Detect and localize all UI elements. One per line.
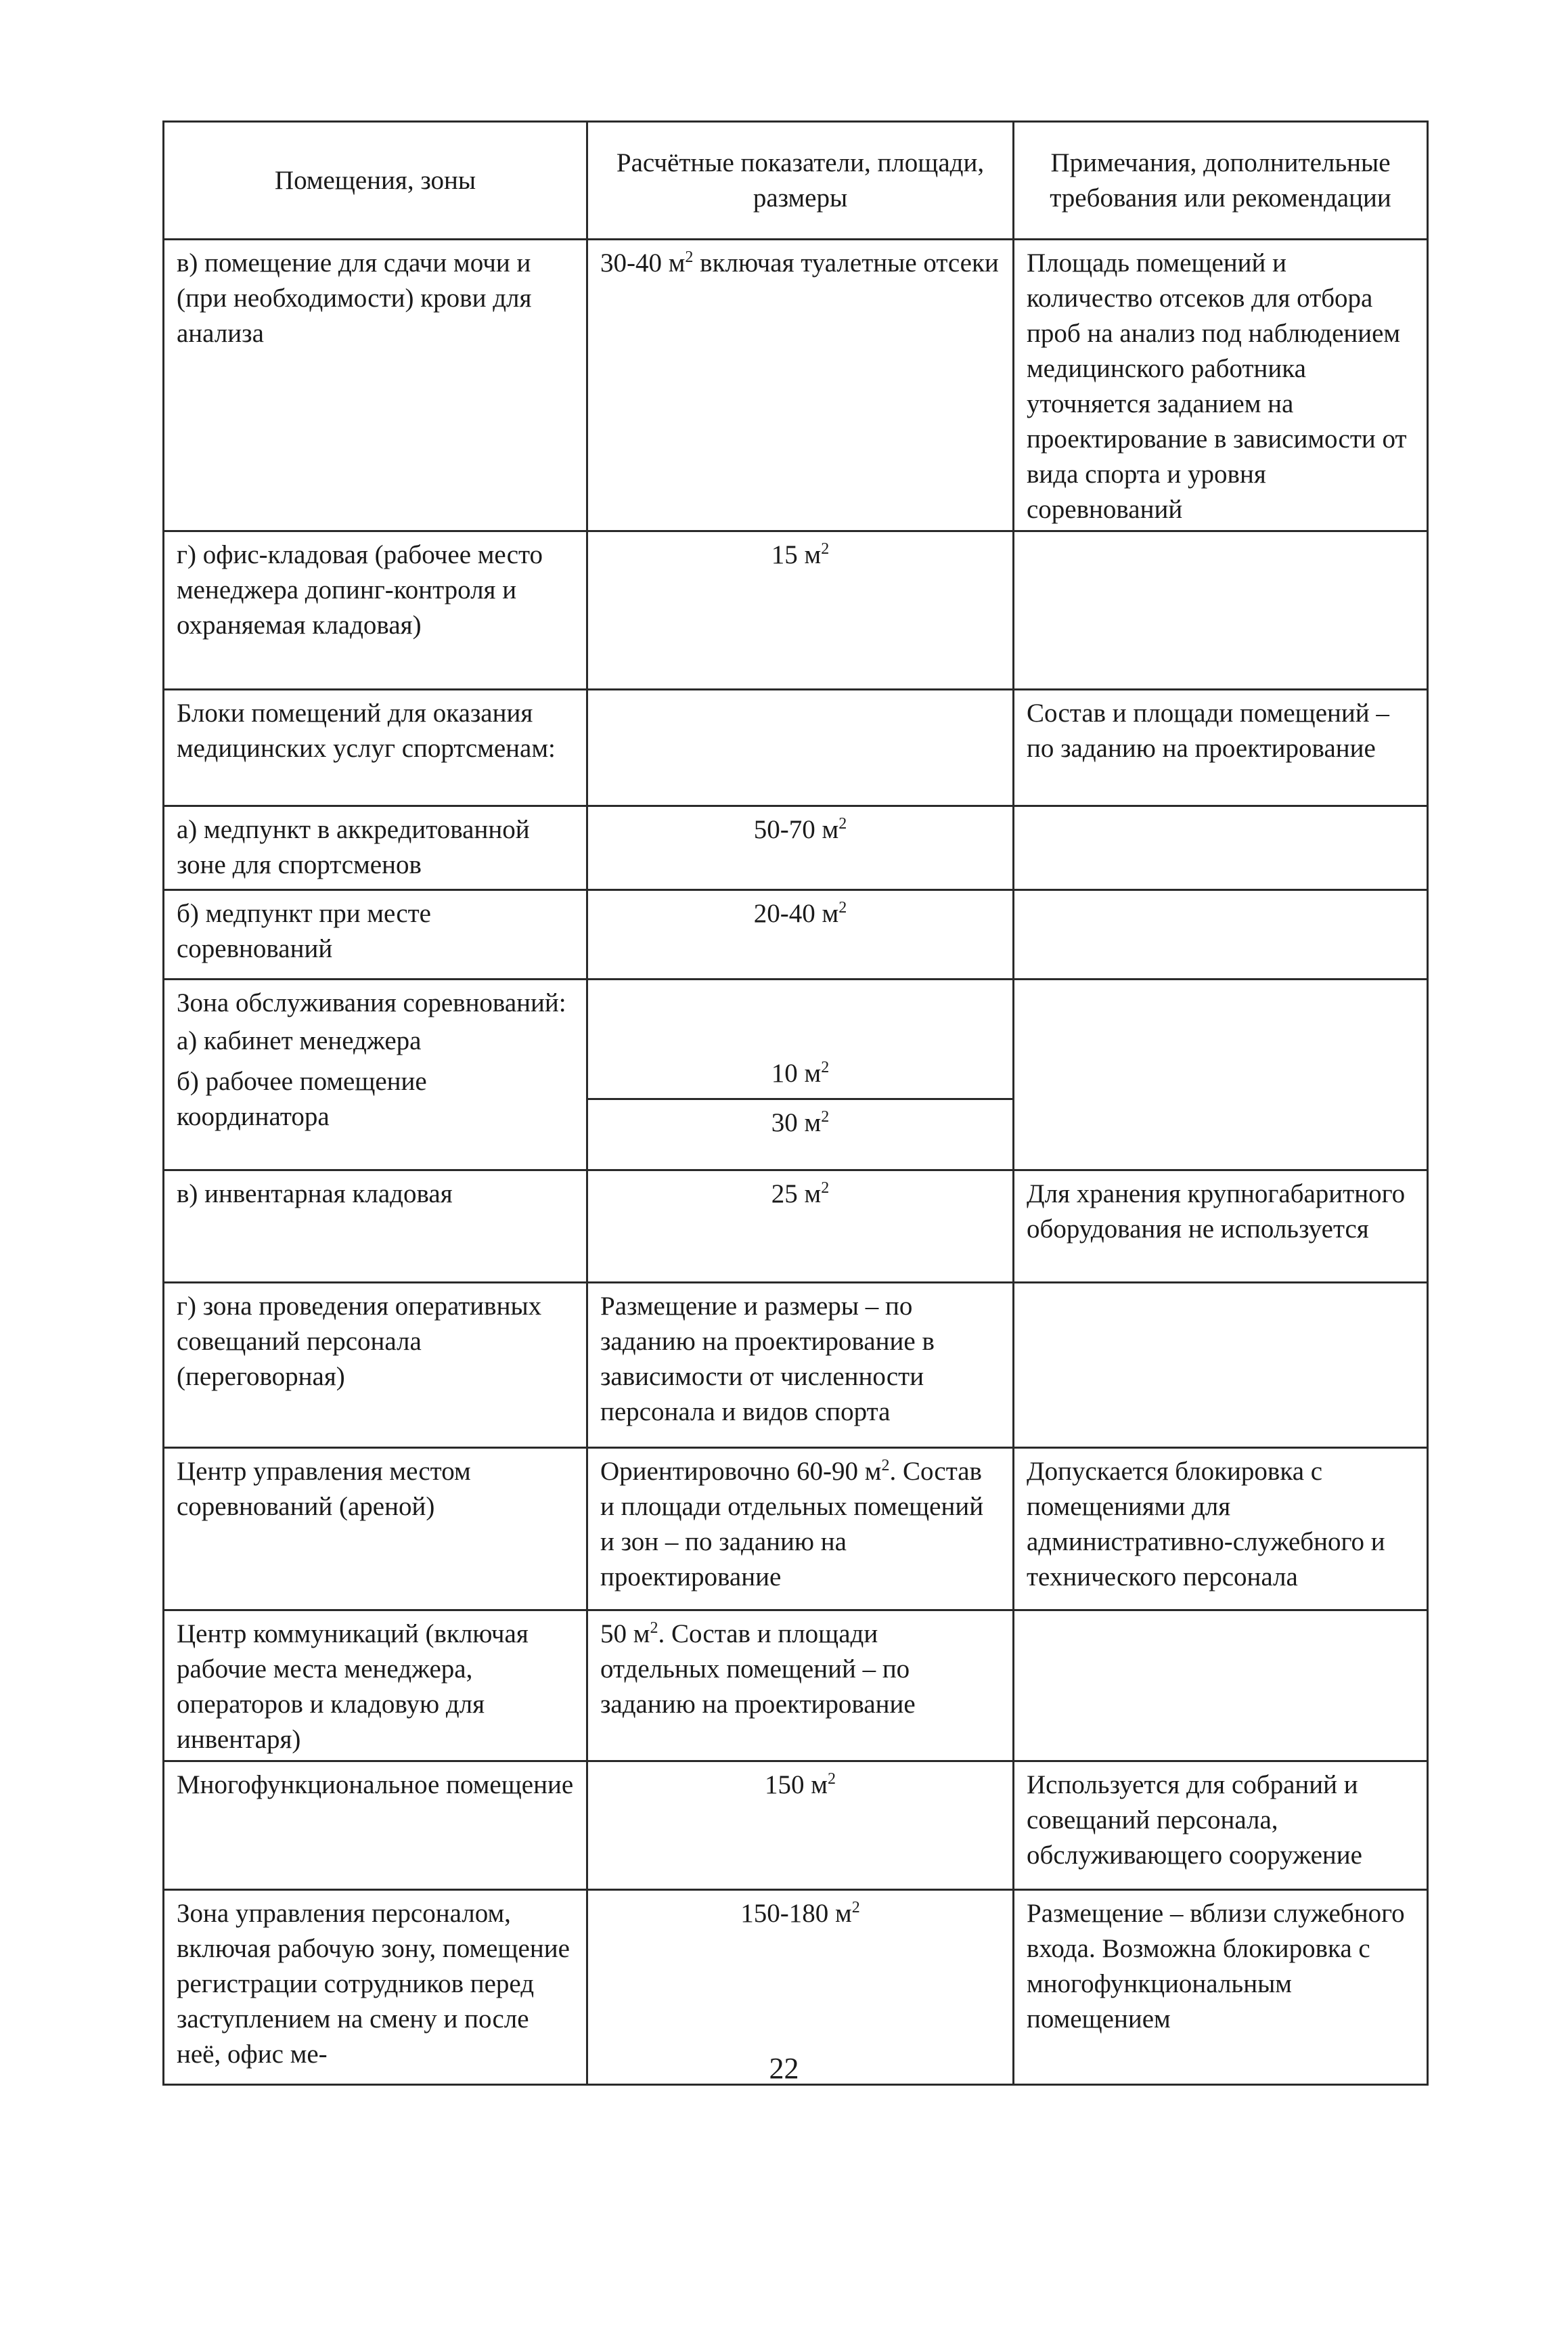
cell-premises: а) медпункт в аккредитованной зоне для спортсменов — [164, 806, 587, 890]
superscript: 2 — [685, 248, 694, 266]
cell-indicators — [587, 890, 1014, 980]
cell-premises: Центр управления местом соревнований (ареной) — [164, 1448, 587, 1610]
cell-premises: б) медпункт при месте соревнований — [164, 890, 587, 980]
cell-notes: Размещение – вблизи служебного входа. Возможна блокировка с многофункциональным помещением — [1014, 1890, 1428, 2085]
area-note: . Состав и площади отдельных помещений – по заданию на проектирование — [600, 1619, 916, 1719]
header-calculated-indicators: Расчётные показатели, площади, размеры — [587, 122, 1014, 240]
cell-premises — [164, 980, 587, 1170]
area-value: 30-40 м — [600, 248, 686, 278]
page-number: 22 — [769, 2052, 799, 2085]
cell-notes — [1014, 1610, 1428, 1761]
header-premises-zones: Помещения, зоны — [164, 122, 587, 240]
cell-indicators: Размещение и размеры – по заданию на проектирование в зависимости от численности персонала и видов спорта — [587, 1283, 1014, 1448]
cell-premises: Зона управления персоналом, включая рабочую зону, помещение регистрации сотрудников перед заступлением на смену и после неё, офис ме- — [164, 1890, 587, 2085]
superscript: 2 — [821, 540, 830, 558]
cell-notes: Используется для собраний и совещаний персонала, обслуживающего сооружение — [1014, 1761, 1428, 1890]
cell-notes — [1014, 806, 1428, 890]
superscript: 2 — [881, 1457, 890, 1474]
cell-notes — [1014, 1283, 1428, 1448]
area-value: 50-70 м — [753, 815, 839, 844]
area-note: . Состав и площади отдельных помещений и зон – по заданию на проектирование — [600, 1457, 984, 1591]
area-value: 25 м — [771, 1179, 822, 1208]
cell-notes: Для хранения крупногабаритного оборудования не используется — [1014, 1170, 1428, 1283]
table-row — [164, 890, 1428, 980]
cell-premises: Многофункциональное помещение — [164, 1761, 587, 1890]
area-value: 15 м — [771, 540, 822, 569]
cell-indicators — [587, 1170, 1014, 1283]
superscript: 2 — [838, 899, 847, 917]
cell-indicators — [587, 806, 1014, 890]
cell-premises: в) помещение для сдачи мочи и (при необходимости) крови для анализа — [164, 240, 587, 531]
inner-divider — [588, 1098, 1012, 1100]
area-value: 20-40 м — [753, 899, 839, 928]
cell-premises: Блоки помещений для оказания медицинских услуг спортсменам: — [164, 690, 587, 806]
cell-indicators — [587, 1761, 1014, 1890]
table-row — [164, 1448, 1428, 1610]
header-notes: Примечания, дополнительные требования или рекомендации — [1014, 122, 1428, 240]
area-value: Ориентировочно 60-90 м — [600, 1457, 882, 1486]
area-note: включая туалетные отсеки — [693, 248, 999, 278]
cell-indicators — [587, 690, 1014, 806]
superscript: 2 — [821, 1108, 830, 1126]
table-header-row — [164, 122, 1428, 240]
cell-notes — [1014, 890, 1428, 980]
cell-indicators — [587, 980, 1014, 1170]
cell-notes: Допускается блокировка с помещениями для административно-служебного и технического персонала — [1014, 1448, 1428, 1610]
zone-item-manager-office: а) кабинет менеджера — [177, 1026, 422, 1055]
table-row — [164, 1283, 1428, 1448]
table-row — [164, 1170, 1428, 1283]
cell-notes — [1014, 531, 1428, 690]
table-row — [164, 1761, 1428, 1890]
table-row — [164, 1610, 1428, 1761]
cell-premises: г) офис-кладовая (рабочее место менеджера допинг-контроля и охраняемая кладовая) — [164, 531, 587, 690]
area-value: 50 м — [600, 1619, 650, 1648]
table-row — [164, 240, 1428, 531]
cell-indicators — [587, 1448, 1014, 1610]
superscript: 2 — [821, 1059, 830, 1076]
table-row — [164, 690, 1428, 806]
cell-indicators — [587, 240, 1014, 531]
zone-item-coordinator-room: б) рабочее помещение координатора — [177, 1067, 427, 1131]
cell-notes: Площадь помещений и количество отсеков для отбора проб на анализ под наблюдением медицинского работника уточняется заданием на проектирование в зависимости от вида спорта и уровня соревнований — [1014, 240, 1428, 531]
superscript: 2 — [821, 1179, 830, 1197]
cell-premises: г) зона проведения оперативных совещаний персонала (переговорная) — [164, 1283, 587, 1448]
superscript: 2 — [838, 815, 847, 833]
area-value: 150-180 м — [740, 1899, 852, 1928]
superscript: 2 — [851, 1899, 860, 1916]
cell-indicators — [587, 531, 1014, 690]
superscript: 2 — [827, 1770, 836, 1788]
cell-notes: Состав и площади помещений – по заданию на проектирование — [1014, 690, 1428, 806]
zone-title: Зона обслуживания соревнований: — [177, 988, 566, 1017]
cell-premises: в) инвентарная кладовая — [164, 1170, 587, 1283]
table-row — [164, 806, 1428, 890]
cell-premises: Центр коммуникаций (включая рабочие места менеджера, операторов и кладовую для инвентаря) — [164, 1610, 587, 1761]
cell-notes — [1014, 980, 1428, 1170]
area-value: 10 м — [771, 1059, 822, 1088]
area-value: 30 м — [771, 1108, 822, 1137]
table-row — [164, 980, 1428, 1170]
area-value: 150 м — [765, 1770, 828, 1799]
table-row — [164, 531, 1428, 690]
requirements-table — [162, 120, 1429, 2086]
cell-indicators — [587, 1610, 1014, 1761]
superscript: 2 — [650, 1619, 658, 1637]
